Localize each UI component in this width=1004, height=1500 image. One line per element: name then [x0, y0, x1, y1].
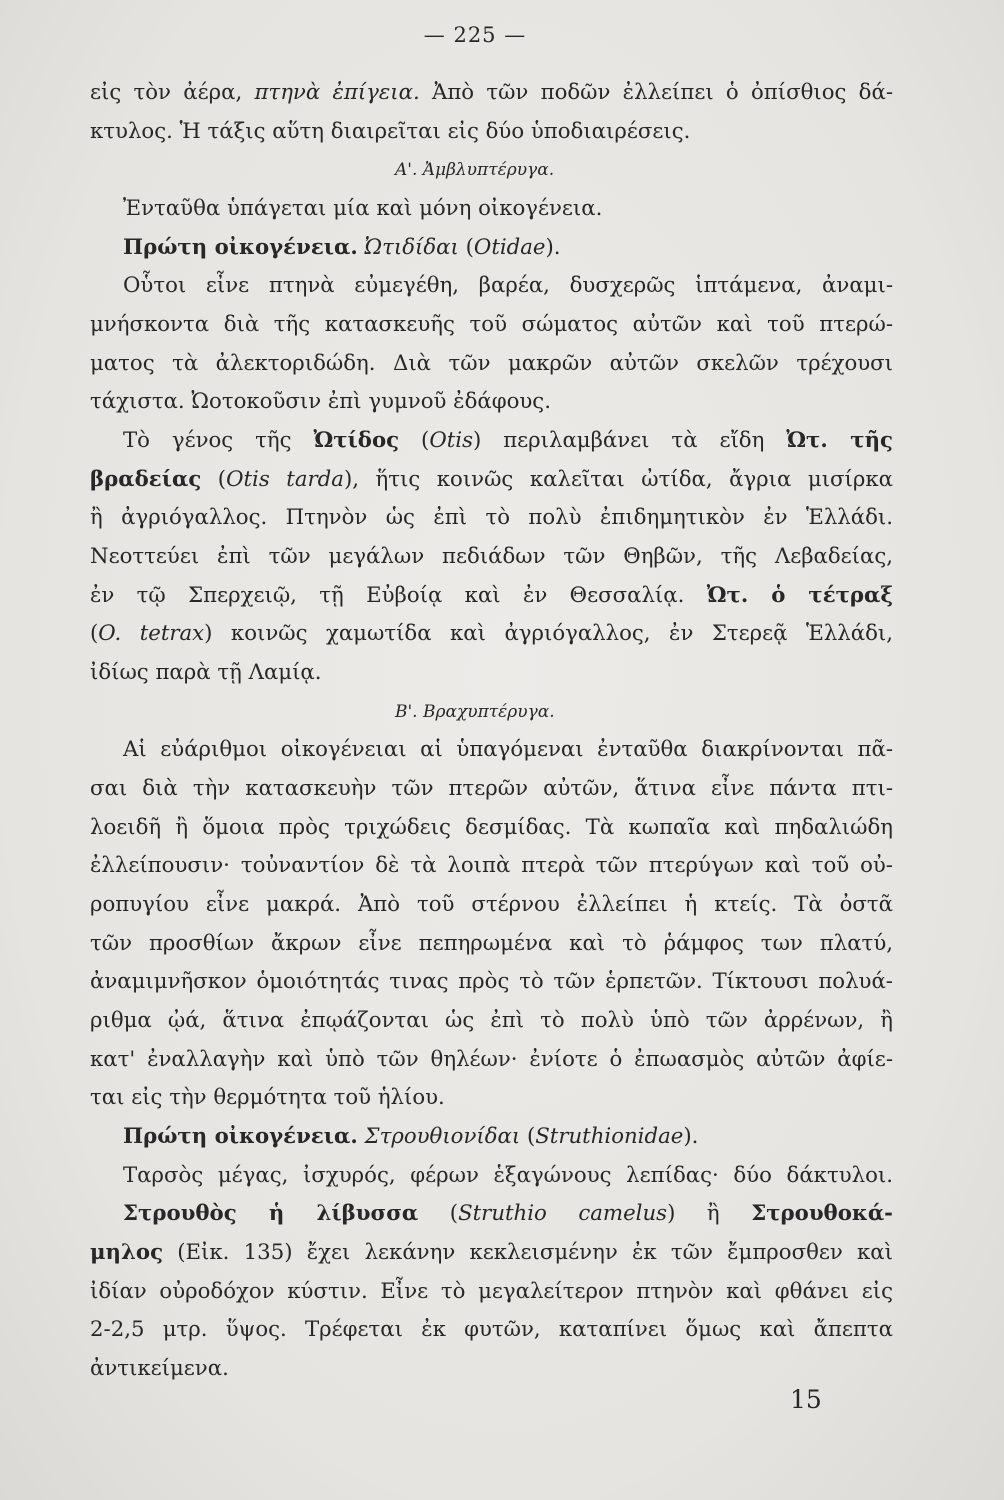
text-run: ἢ ἀγριόγαλλος. Πτηνὸν ὡς ἐπὶ τὸ πολὺ ἐπιδημητικὸν ἐν Ἑλλάδι. — [90, 505, 893, 531]
italic-term: Otidae — [473, 234, 546, 260]
text-line — [90, 1118, 893, 1156]
italic-term: Otis tarda — [226, 466, 344, 492]
text-line — [90, 113, 893, 151]
bold-term: Στρουθὸς ἡ λίβυσσα — [123, 1201, 419, 1227]
text-run: Ἐνταῦθα ὑπάγεται μία καὶ μόνη οἰκογένεια. — [123, 196, 603, 221]
text-run: Τὸ γένος τῆς — [123, 428, 314, 453]
text-line — [90, 1195, 893, 1233]
text-line — [90, 886, 893, 924]
text-line — [90, 731, 893, 769]
text-run: (Εἰκ. 135) ἔχει λεκάνην κεκλεισμένην ἐκ τῶν ἔμπροσθεν καὶ — [163, 1240, 893, 1266]
italic-term: Struthionidae — [535, 1124, 684, 1150]
text-line — [90, 461, 893, 499]
italic-term: Ὠτιδίδαι — [364, 234, 459, 260]
text-line — [90, 615, 893, 653]
section-subheading — [395, 693, 815, 731]
text-line — [90, 1002, 893, 1040]
bold-term: Ὠτίδος — [313, 428, 400, 453]
text-run: ) κοινῶς χαμωτίδα καὶ ἀγριόγαλλος, ἐν Στερεᾷ Ἑλλάδι, — [204, 621, 893, 647]
text-run: ἰδίαν οὐροδόχον κύστιν. Εἶνε τὸ μεγαλείτερον πτηνὸν καὶ φθάνει εἰς — [90, 1278, 893, 1304]
text-line — [90, 499, 893, 537]
text-run: εἰς τὸν ἀέρα, — [90, 80, 255, 105]
text-line — [90, 963, 893, 1001]
text-run: ἀντικείμενα. — [90, 1356, 229, 1382]
text-line — [90, 1041, 893, 1079]
text-run: ( — [458, 234, 474, 260]
text-run: Ἀπὸ τῶν ποδῶν ἐλλείπει ὁ ὀπίσθιος δά- — [419, 80, 893, 105]
text-line — [90, 1234, 893, 1272]
text-line — [90, 1350, 893, 1388]
bold-term: Ὠτ. ὁ τέτραξ — [706, 582, 893, 608]
bold-term: Στρουθοκά- — [751, 1201, 894, 1227]
text-run: ( — [201, 466, 227, 492]
italic-term: πτηνὰ ἐπίγεια. — [254, 80, 420, 105]
text-run: ( — [399, 428, 430, 453]
text-run: ἐν τῷ Σπερχειῷ, τῇ Εὐβοίᾳ καὶ ἐν Θεσσαλίᾳ. — [90, 582, 707, 608]
text-run: ἀναμιμνῆσκον ὁμοιότητάς τινας πρὸς τὸ τῶν ἑρπετῶν. Τίκτουσι πολυά- — [90, 969, 893, 995]
text-line — [90, 809, 893, 847]
text-line — [90, 229, 893, 267]
text-run: κατ' ἐναλλαγὴν καὶ ὑπὸ τῶν θηλέων· ἐνίοτε ὁ ἐπωασμὸς αὐτῶν ἀφίε- — [90, 1046, 893, 1072]
text-run: ) ἢ — [667, 1201, 752, 1227]
text-run: ἐλλείπουσιν· τοὐναντίον δὲ τὰ λοιπὰ πτερὰ τῶν πτερύγων καὶ τοῦ οὐ- — [90, 853, 893, 879]
text-run: ( — [520, 1124, 536, 1150]
text-run: ) περιλαμβάνει τὰ εἴδη — [472, 428, 787, 453]
text-run: σαι διὰ τὴν κατασκευὴν τῶν πτερῶν αὐτῶν, ἅτινα εἶνε πάντα πτι- — [90, 776, 893, 802]
text-line — [90, 1079, 893, 1117]
text-run: ται εἰς τὴν θερμότητα τοῦ ἡλίου. — [90, 1085, 445, 1111]
text-line — [90, 345, 893, 383]
text-run: ( — [90, 621, 99, 647]
text-line — [90, 422, 893, 460]
text-run — [358, 1124, 365, 1149]
text-line — [90, 538, 893, 576]
text-run: ). — [545, 234, 561, 260]
text-line — [90, 267, 893, 305]
text-line — [90, 1157, 893, 1195]
italic-term: Otis — [429, 428, 473, 453]
text-run: λοειδῆ ἢ ὅμοια πρὸς τριχώδεις δεσμίδας. Τὰ κωπαῖα καὶ πηδαλιώδη — [90, 814, 893, 840]
text-line — [90, 770, 893, 808]
text-line — [90, 1311, 893, 1349]
text-line — [90, 383, 893, 421]
text-run: τάχιστα. Ὠοτοκοῦσιν ἐπὶ γυμνοῦ ἐδάφους. — [90, 389, 551, 415]
text-line — [90, 190, 893, 228]
text-line — [90, 654, 893, 692]
bold-term: Πρώτη οἰκογένεια. — [123, 1124, 358, 1150]
text-line — [90, 74, 893, 112]
page-number-header: — 225 — — [423, 23, 527, 47]
text-run: ματος τὰ ἀλεκτοριδώδη. Διὰ τῶν μακρῶν αὐτῶν σκελῶν τρέχουσι — [90, 350, 893, 376]
text-run: μνήσκοντα διὰ τῆς κατασκευῆς τοῦ σώματος αὐτῶν καὶ τοῦ πτερώ- — [90, 312, 893, 337]
text-line — [90, 306, 893, 344]
text-run: ), ἥτις κοινῶς καλεῖται ὠτίδα, ἄγρια μισίρκα — [343, 466, 893, 492]
bold-term: Ὠτ. τῆς — [786, 428, 893, 453]
text-line — [90, 1273, 893, 1311]
text-run: Ταρσὸς μέγας, ἰσχυρός, φέρων ἑξαγώνους λεπίδας· δύο δάκτυλοι. — [123, 1162, 893, 1188]
text-run: ). — [683, 1124, 699, 1150]
text-run — [358, 235, 365, 260]
text-run: Αἱ εὐάριθμοι οἰκογένειαι αἱ ὑπαγόμεναι ἐνταῦθα διακρίνονται πᾶ- — [123, 737, 893, 763]
text-line — [90, 577, 893, 615]
text-line — [90, 847, 893, 885]
italic-term: Β'. Βραχυπτέρυγα. — [395, 701, 555, 722]
signature-mark: 15 — [790, 1385, 822, 1414]
text-run: τῶν προσθίων ἄκρων εἶνε πεπηρωμένα καὶ τὸ ῥάμφος των πλατύ, — [90, 930, 893, 956]
text-run: κτυλος. Ἡ τάξις αὕτη διαιρεῖται εἰς δύο ὑποδιαιρέσεις. — [90, 118, 691, 144]
text-run: ριθμα ᾠά, ἅτινα ἐπῳάζονται ὡς ἐπὶ τὸ πολὺ ὑπὸ τῶν ἀρρένων, ἢ — [90, 1008, 893, 1034]
text-run: Νεοττεύει ἐπὶ τῶν μεγάλων πεδιάδων τῶν Θηβῶν, τῆς Λεβαδείας, — [90, 544, 893, 569]
text-run: 2-2,5 μτρ. ὕψος. Τρέφεται ἐκ φυτῶν, καταπίνει ὅμως καὶ ἄπεπτα — [90, 1317, 893, 1343]
text-run: ἰδίως παρὰ τῇ Λαμίᾳ. — [90, 660, 322, 686]
italic-term: Struthio camelus — [458, 1201, 668, 1227]
text-run: ( — [418, 1201, 459, 1227]
bold-term: μηλος — [90, 1240, 164, 1266]
bold-term: Πρώτη οἰκογένεια. — [123, 234, 358, 260]
text-run: ροπυγίου εἶνε μακρά. Ἀπὸ τοῦ στέρνου ἐλλείπει ἡ κτείς. Τὰ ὀστᾶ — [90, 892, 893, 918]
italic-term: Α'. Ἀμβλυπτέρυγα. — [395, 160, 555, 181]
section-subheading — [395, 151, 815, 189]
italic-term: Στρουθιονίδαι — [364, 1124, 521, 1150]
text-run: Οὗτοι εἶνε πτηνὰ εὐμεγέθη, βαρέα, δυσχερῶς ἱπτάμενα, ἀναμι- — [123, 273, 893, 299]
bold-term: βραδείας — [90, 466, 202, 492]
italic-term: O. tetrax — [98, 621, 205, 647]
text-line — [90, 925, 893, 963]
